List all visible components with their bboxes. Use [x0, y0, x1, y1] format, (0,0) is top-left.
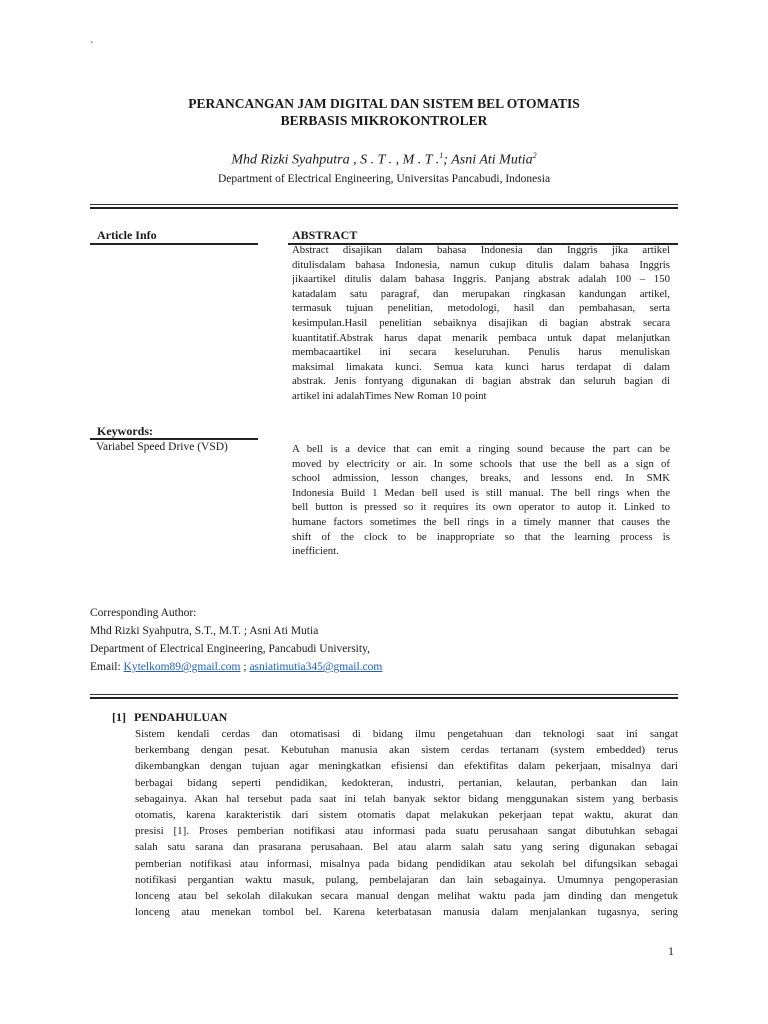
section-heading	[112, 710, 227, 725]
author-2: Asni Ati Mutia	[447, 152, 533, 168]
corresponding-email-line	[90, 658, 382, 676]
article-info-heading: Article Info	[97, 228, 157, 242]
abstract-heading: ABSTRACT	[292, 228, 358, 242]
article-info-rule	[90, 243, 258, 245]
body-line: berbagai bidang seperti pendidikan, kedokteran, industri, pertanian, kelautan, perbankan dan lain	[135, 776, 678, 789]
corresponding-department: Department of Electrical Engineering, Pancabudi University,	[90, 643, 370, 655]
abstract-id-line: maksimal limakata kunci. Semua kata kunci harus terdapat di dalam	[292, 360, 670, 373]
body-line: Sistem kendali cerdas dan otomatisasi di bidang ilmu pengetahuan dan teknologi saat ini sangat	[135, 728, 678, 740]
abstract-en-line: humane factors sometimes the bell rings in a timely manner that causes the	[292, 515, 670, 528]
abstract-en-line: shift of the clock to be inappropriate so that the learning process is	[292, 530, 670, 543]
header-rule-thin	[90, 204, 678, 205]
section-title: PENDAHULUAN	[134, 710, 228, 724]
abstract-id-line: membacaartikel ini secara keseluruhan. Penulis harus menuliskan	[292, 346, 670, 359]
page-number: 1	[668, 944, 674, 958]
keywords-heading: Keywords:	[97, 424, 153, 438]
abstract-en-line: inefficient.	[292, 545, 339, 558]
abstract-id-line: kuantitatif.Abstrak harus dapat menarik pembaca untuk dapat melanjutkan	[292, 331, 670, 344]
body-line: pemberian notifikasi atau informasi, misalnya pada bidang pendidikan atau sekolah bel difungsikan sebagai	[135, 857, 678, 870]
header-rule-thick	[90, 207, 678, 209]
abstract-en-line: bell button is pressed so it requires its own operator to autop it. Linked to	[292, 501, 670, 514]
body-line: otomatis, karena karakteristik dari sistem otomatis dapat melakukan pekerjaan tepat waktu, akurat dan	[135, 809, 678, 822]
abstract-english	[292, 442, 670, 559]
corresponding-label: Corresponding Author:	[90, 607, 197, 619]
abstract-id-line: artikel ini adalahTimes New Roman 10 point	[292, 389, 487, 402]
abstract-en-line: moved by electricity or air. In some schools that use the bell as a sign of	[292, 457, 670, 470]
section-number: [1]	[112, 710, 126, 724]
body-line: presisi [1]. Proses pemberian notifikasi atau informasi pada suatu perusahaan sangat dibutuhkan sebagai	[135, 825, 678, 838]
paper-title	[90, 95, 678, 129]
abstract-id-line: kesimpulan.Hasil penelitian sebaiknya disajikan di bagian abstrak secara	[292, 316, 670, 329]
author-line	[90, 151, 678, 169]
author-1-affil: 1	[439, 151, 444, 160]
body-line: lonceng atau bel sekolah dilakukan secara manual dengan melihat waktu pada jam dinding dan mengetuk	[135, 890, 678, 903]
abstract-id-line: abstrak. Jenis fontyang digunakan di bagian abstrak dan seluruh bagian di	[292, 375, 670, 388]
body-line: dikembangkan dengan tujuan agar meningkatkan efisiensi dan efektifitas dalam pekerjaan, misalnya dari	[135, 760, 678, 773]
email-link-1[interactable]: Kytelkom89@gmail.com	[123, 661, 241, 673]
section-rule-thick	[90, 697, 678, 699]
abstract-id-line: jikaartikel ditulis dalam bahasa Inggris. Panjang abstrak adalah 100 – 150	[292, 273, 670, 286]
title-line-2: BERBASIS MIKROKONTROLER	[280, 113, 488, 128]
email-label: Email:	[90, 661, 124, 673]
email-separator: ;	[240, 661, 250, 673]
corresponding-names: Mhd Rizki Syahputra, S.T., M.T. ; Asni Ati Mutia	[90, 625, 319, 637]
author-separator: ;	[443, 152, 448, 168]
abstract-en-line: A bell is a device that can emit a ringing sound because the part can be	[292, 443, 670, 455]
author-2-affil: 2	[532, 151, 537, 160]
email-link-2[interactable]: asniatimutia345@gmail.com	[249, 661, 383, 673]
abstract-en-line: school admission, lesson changes, breaks, and lessons end. In SMK	[292, 472, 670, 485]
keywords-rule	[90, 438, 258, 440]
abstract-id-line: ditulisdalam bahasa Indonesia, namun cukup ditulis dalam bahasa Inggris	[292, 258, 670, 271]
abstract-indonesian	[292, 243, 670, 404]
keywords-value: Variabel Speed Drive (VSD)	[96, 441, 228, 453]
top-mark: `	[90, 40, 94, 52]
section-body	[135, 726, 678, 920]
body-line: lonceng atau menekan tombol bel. Karena keterbatasan manusia dalam menjalankan tugasnya, sering	[135, 906, 678, 919]
title-line-1: PERANCANGAN JAM DIGITAL DAN SISTEM BEL OTOMATIS	[188, 96, 580, 111]
author-1: Mhd Rizki Syahputra , S . T . , M . T .	[231, 152, 440, 168]
section-rule-thin	[90, 694, 678, 695]
abstract-en-line: Indonesia Build 1 Medan bell used is still manual. The bell rings when the	[292, 486, 670, 499]
body-line: sebagainya. Akan hal tersebut pada saat ini telah banyak sektor bidang menggunakan sistem yang berbasis	[135, 792, 678, 805]
abstract-id-line: Abstract disajikan dalam bahasa Indonesia dan Inggris jika artikel	[292, 244, 670, 256]
body-line: salah satu sarana dan prasarana perusahaan. Bel atau alarm salah satu yang sering digunakan sebagai	[135, 841, 678, 854]
abstract-id-line: katadalam satu paragraf, dan merupakan ringkasan kandungan artikel,	[292, 287, 670, 300]
affiliation: Department of Electrical Engineering, Universitas Pancabudi, Indonesia	[217, 173, 551, 185]
body-line: berkembang dengan pesat. Kebutuhan manusia akan sistem cerdas tertanam (system embedded) terus	[135, 744, 678, 757]
body-line: notifikasi pergantian waktu masuk, pulang, pembelajaran dan lain sebagainya. Umumnya pengoperasian	[135, 873, 678, 886]
abstract-id-line: termasuk tujuan penelitian, metodologi, hasil dan pembahasan, serta	[292, 302, 670, 315]
corresponding-author-block	[90, 604, 382, 676]
